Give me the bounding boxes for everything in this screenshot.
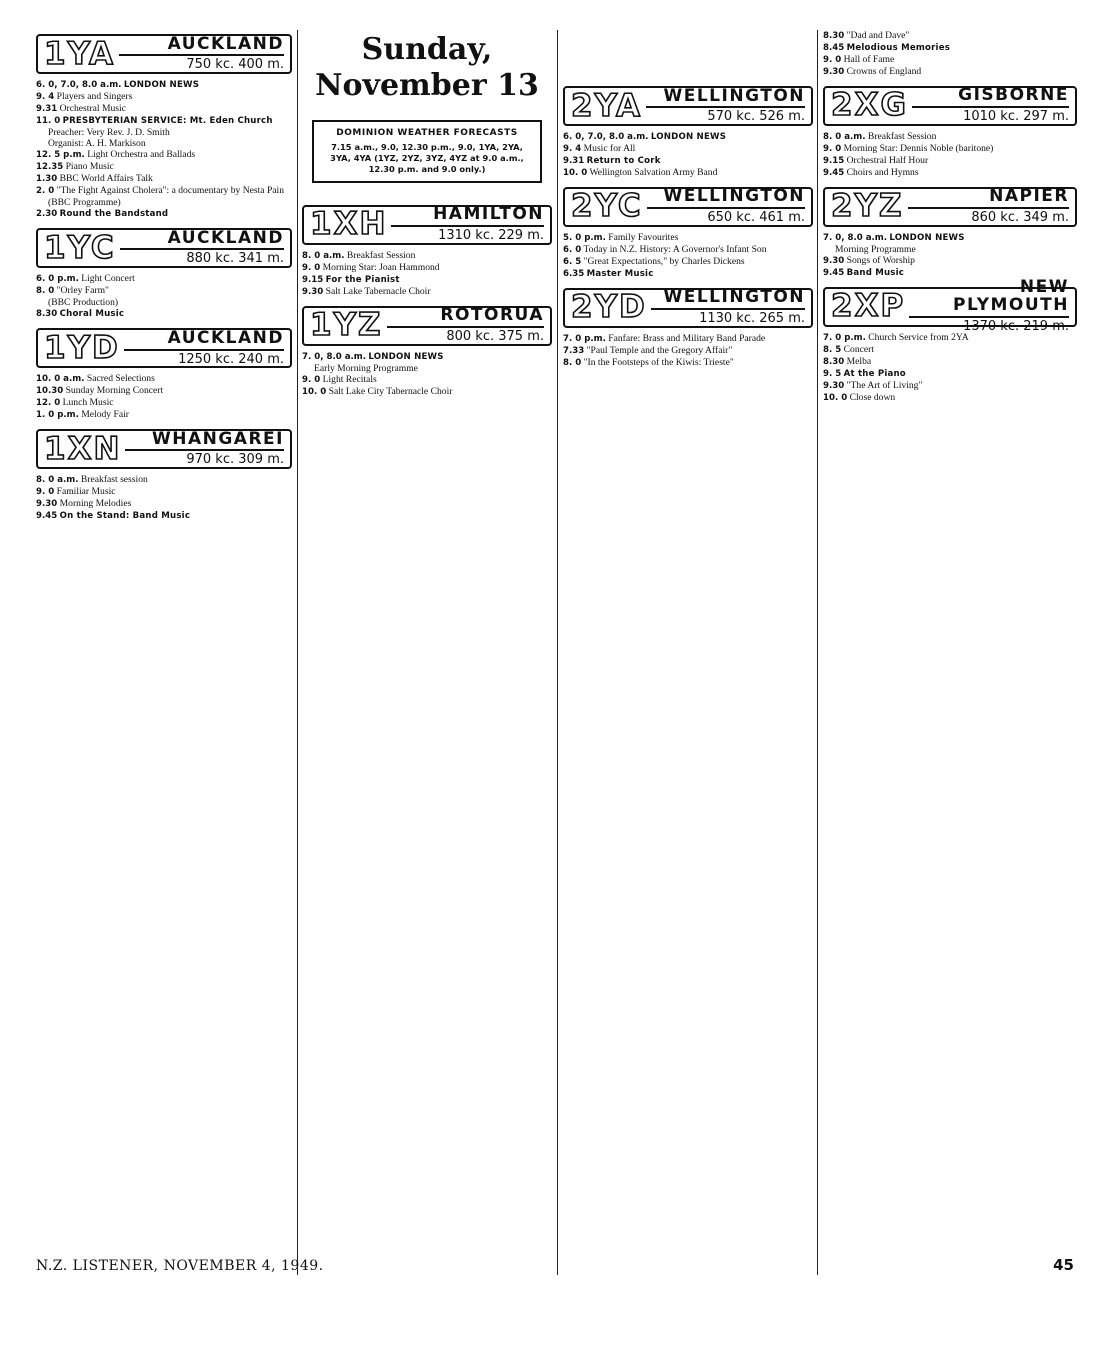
programme-text: "Dad and Dave"	[846, 30, 910, 41]
station-call-sign: 2XG	[831, 87, 908, 124]
programme-entry	[563, 333, 813, 345]
station-call-sign: 2YD	[571, 289, 647, 326]
programme-text: Orchestral Music	[59, 102, 126, 114]
programme-time: 9. 4	[36, 91, 55, 102]
programme-text: Organist: A. H. Markison	[48, 138, 146, 149]
station-name: NAPIER	[908, 188, 1070, 209]
programme-time: 9.31	[563, 155, 585, 166]
station-call-sign: 1YD	[44, 329, 120, 366]
programme-text: Songs of Worship	[846, 254, 915, 266]
programme-time: 6. 0, 7.0, 8.0 a.m.	[563, 132, 649, 142]
programme-entry	[36, 486, 292, 498]
column-4	[823, 30, 1077, 404]
programme-text: Band Music	[846, 267, 905, 278]
column-3	[563, 30, 813, 369]
programme-time: 1. 0 p.m.	[36, 410, 79, 421]
programme-list-2yz	[823, 232, 1077, 279]
programme-time: 10. 0	[823, 392, 848, 403]
programme-entry	[823, 344, 1077, 356]
programme-time: 9.45	[823, 267, 845, 278]
programme-text: On the Stand: Band Music	[59, 510, 191, 521]
programme-entry	[302, 386, 552, 398]
station-call-sign: 1XN	[44, 430, 122, 467]
programme-entry	[823, 155, 1077, 167]
programme-entry	[36, 498, 292, 510]
programme-entry	[36, 474, 292, 486]
station-call-sign: 2XP	[831, 288, 906, 325]
programme-text: Preacher: Very Rev. J. D. Smith	[48, 126, 170, 138]
programme-text: "Paul Temple and the Gregory Affair"	[586, 344, 733, 356]
station-call-sign: 1XH	[310, 206, 388, 243]
station-frequency: 970 kc. 309 m.	[186, 452, 284, 468]
programme-time: 9.15	[823, 155, 845, 166]
programme-time: 2.30	[36, 209, 58, 220]
programme-list-2xp	[823, 332, 1077, 404]
programme-list-2xg	[823, 131, 1077, 179]
station-name: WELLINGTON	[647, 188, 805, 209]
programme-entry	[36, 197, 292, 208]
programme-time: 8. 0	[563, 357, 582, 368]
programme-entry	[823, 368, 1077, 380]
programme-text: "In the Footsteps of the Kiwis: Trieste"	[583, 356, 734, 368]
programme-time: 8.30	[823, 31, 845, 41]
programme-entry	[36, 308, 292, 320]
programme-time: 10. 0	[563, 167, 588, 178]
programme-text: Return to Cork	[586, 155, 661, 166]
programme-list-continued	[823, 30, 1077, 78]
station-frequency: 570 kc. 526 m.	[707, 109, 805, 125]
programme-time: 6. 0 p.m.	[36, 274, 79, 285]
programme-entry	[823, 356, 1077, 368]
programme-entry	[36, 409, 292, 421]
programme-text: Sunday Morning Concert	[65, 385, 164, 397]
programme-text: Breakfast Session	[867, 130, 937, 142]
station-name: AUCKLAND	[124, 330, 284, 351]
programme-text: Light Concert	[81, 273, 135, 285]
programme-time: 9.31	[36, 103, 58, 114]
programme-time: 6.35	[563, 268, 585, 279]
programme-text: Light Orchestra and Ballads	[87, 149, 196, 161]
programme-list-1xh	[302, 250, 552, 298]
programme-time: 9. 5	[823, 368, 842, 379]
programme-time: 9.45	[36, 510, 58, 521]
programme-entry	[302, 286, 552, 298]
programme-text: For the Pianist	[325, 274, 400, 285]
programme-entry	[563, 167, 813, 179]
programme-entry	[823, 30, 1077, 42]
programme-text: Fanfare: Brass and Military Band Parade	[608, 332, 766, 344]
programme-text: Family Favourites	[608, 231, 679, 243]
station-header-2yd	[563, 288, 813, 328]
programme-text: Master Music	[586, 268, 654, 279]
station-name: AUCKLAND	[119, 36, 284, 57]
programme-text: Morning Melodies	[59, 497, 132, 509]
programme-entry	[302, 351, 552, 363]
programme-entry	[36, 185, 292, 197]
programme-text: "The Art of Living"	[846, 379, 923, 391]
programme-text: LONDON NEWS	[650, 132, 727, 142]
programme-time: 10. 0	[302, 386, 327, 397]
programme-entry	[302, 363, 552, 374]
programme-list-1yz	[302, 351, 552, 398]
programme-entry	[302, 274, 552, 286]
programme-time: 9.30	[36, 498, 58, 509]
programme-time: 9. 0	[823, 143, 842, 154]
programme-text: Morning Star: Joan Hammond	[322, 261, 440, 273]
programme-time: 1.30	[36, 174, 58, 185]
programme-text: Hall of Fame	[843, 53, 895, 65]
programme-time: 2. 0	[36, 186, 55, 197]
station-frequency: 1130 kc. 265 m.	[699, 311, 805, 327]
station-frequency: 1310 kc. 229 m.	[438, 228, 544, 244]
programme-entry	[302, 374, 552, 386]
programme-time: 8. 0	[36, 286, 55, 297]
programme-entry	[563, 256, 813, 268]
programme-time: 9.30	[823, 380, 845, 391]
programme-time: 8.30	[36, 309, 58, 320]
programme-entry	[36, 397, 292, 409]
programme-time: 6. 5	[563, 256, 582, 267]
station-frequency: 800 kc. 375 m.	[446, 329, 544, 345]
programme-text: Melody Fair	[81, 409, 129, 421]
programme-time: 8. 0 a.m.	[302, 250, 345, 261]
column-1	[36, 30, 292, 522]
programme-time: 8. 0 a.m.	[36, 475, 79, 485]
programme-text: Crowns of England	[846, 65, 922, 77]
station-call-sign: 2YA	[571, 87, 643, 124]
programme-text: Round the Bandstand	[59, 209, 169, 220]
weather-heading: DOMINION WEATHER FORECASTS	[336, 128, 518, 138]
station-name: WELLINGTON	[646, 88, 805, 109]
programme-text: LONDON NEWS	[889, 232, 965, 243]
programme-time: 9.30	[823, 66, 845, 77]
programme-entry	[563, 345, 813, 357]
column-rule	[297, 30, 298, 1275]
programme-entry	[36, 138, 292, 149]
programme-time: 10.30	[36, 386, 64, 397]
programme-entry	[823, 255, 1077, 267]
programme-time: 9.30	[823, 255, 845, 266]
programme-time: 10. 0 a.m.	[36, 374, 85, 385]
station-header-2xp	[823, 277, 1077, 335]
programme-text: Church Service from 2YA	[868, 331, 969, 343]
programme-text: At the Piano	[843, 368, 906, 379]
programme-time: 9. 0	[302, 262, 321, 273]
programme-time: 7. 0 p.m.	[563, 333, 606, 344]
station-name: HAMILTON	[391, 206, 544, 227]
programme-entry	[563, 131, 813, 143]
station-name: WHANGAREI	[125, 431, 284, 452]
footer-publication: N.Z. LISTENER, NOVEMBER 4, 1949.	[36, 1258, 324, 1274]
programme-time: 8. 5	[823, 344, 842, 355]
programme-time: 7.33	[563, 345, 585, 356]
station-frequency: 1370 kc. 219 m.	[963, 319, 1069, 335]
programme-entry	[823, 131, 1077, 143]
station-header-1xh	[302, 205, 552, 245]
station-frequency: 880 kc. 341 m.	[186, 251, 284, 267]
programme-entry	[823, 42, 1077, 54]
programme-text: Salt Lake City Tabernacle Choir	[328, 385, 453, 397]
programme-text: BBC World Affairs Talk	[59, 173, 153, 185]
programme-time: 9.15	[302, 274, 324, 285]
programme-text: Morning Programme	[835, 243, 916, 255]
programme-list-1yd	[36, 373, 292, 421]
programme-entry	[563, 268, 813, 280]
station-frequency: 1010 kc. 297 m.	[963, 109, 1069, 125]
programme-time: 12. 0	[36, 398, 61, 409]
programme-entry	[36, 173, 292, 185]
programme-time: 8.45	[823, 42, 845, 53]
programme-text: Choral Music	[59, 309, 125, 320]
programme-text: Today in N.Z. History: A Governor's Infant Son	[583, 243, 767, 255]
station-header-2yz	[823, 187, 1077, 227]
programme-list-2yc	[563, 232, 813, 280]
programme-text: Piano Music	[65, 161, 114, 173]
programme-entry	[36, 285, 292, 297]
programme-entry	[563, 143, 813, 155]
programme-text: "Orley Farm"	[56, 285, 109, 297]
column-rule	[817, 30, 818, 1275]
station-header-1yd	[36, 328, 292, 368]
programme-entry	[302, 250, 552, 262]
programme-entry	[36, 373, 292, 385]
programme-text: Melba	[846, 355, 872, 367]
station-call-sign: 2YZ	[831, 188, 904, 225]
programme-time: 9. 0	[302, 374, 321, 385]
programme-time: 9.30	[302, 286, 324, 297]
programme-text: Breakfast session	[80, 474, 148, 485]
programme-entry	[36, 273, 292, 285]
programme-time: 5. 0 p.m.	[563, 232, 606, 243]
programme-text: Concert	[843, 343, 874, 355]
programme-text: Music for All	[583, 142, 636, 154]
programme-time: 9. 4	[563, 143, 582, 154]
programme-entry	[36, 127, 292, 138]
programme-time: 7. 0 p.m.	[823, 332, 866, 343]
programme-time: 11. 0	[36, 115, 61, 126]
programme-text: Breakfast Session	[346, 249, 416, 261]
programme-entry	[823, 54, 1077, 66]
programme-text: Choirs and Hymns	[846, 166, 919, 178]
programme-entry	[823, 244, 1077, 255]
programme-entry	[823, 380, 1077, 392]
station-frequency: 750 kc. 400 m.	[186, 57, 284, 73]
programme-entry	[36, 208, 292, 220]
station-name: NEW PLYMOUTH	[909, 279, 1069, 318]
programme-time: 8.30	[823, 356, 845, 367]
programme-entry	[823, 143, 1077, 155]
station-call-sign: 1YC	[44, 229, 116, 266]
programme-entry	[36, 297, 292, 308]
programme-text: Lunch Music	[62, 397, 114, 409]
programme-text: Melodious Memories	[846, 42, 951, 53]
programme-entry	[563, 155, 813, 167]
programme-text: Familiar Music	[56, 485, 116, 497]
programme-time: 12. 5 p.m.	[36, 150, 85, 161]
programme-entry	[563, 357, 813, 369]
programme-time: 7. 0, 8.0 a.m.	[302, 351, 366, 362]
station-name: GISBORNE	[912, 87, 1069, 108]
page-title: Sunday, November 13	[315, 32, 539, 103]
programme-list-2yd	[563, 333, 813, 369]
station-header-2yc	[563, 187, 813, 227]
programme-entry	[823, 392, 1077, 404]
programme-entry	[36, 103, 292, 115]
station-call-sign: 2YC	[571, 188, 643, 225]
programme-text: Sacred Selections	[86, 373, 155, 385]
station-header-1xn	[36, 429, 292, 469]
station-name: AUCKLAND	[120, 230, 284, 251]
station-frequency: 1250 kc. 240 m.	[178, 351, 284, 367]
page-number: 45	[1053, 1256, 1074, 1274]
programme-text: LONDON NEWS	[368, 351, 444, 362]
station-name: WELLINGTON	[651, 289, 805, 310]
programme-text: Players and Singers	[56, 90, 133, 102]
programme-text: Salt Lake Tabernacle Choir	[325, 285, 431, 297]
programme-text: "The Fight Against Cholera": a documentary by Nesta Pain	[56, 185, 285, 197]
programme-time: 6. 0	[563, 244, 582, 255]
programme-text: Orchestral Half Hour	[846, 154, 929, 166]
weather-forecast-box	[312, 120, 542, 183]
programme-entry	[823, 66, 1077, 78]
programme-text: Light Recitals	[322, 373, 377, 385]
station-header-1yz	[302, 306, 552, 346]
programme-time: 9.45	[823, 167, 845, 178]
programme-text: (BBC Programme)	[48, 197, 121, 208]
programme-text: Close down	[849, 391, 896, 403]
programme-list-1ya	[36, 79, 292, 220]
programme-text: (BBC Production)	[48, 297, 119, 309]
station-call-sign: 1YZ	[310, 307, 383, 344]
station-header-1ya	[36, 34, 292, 74]
programme-time: 12.35	[36, 162, 64, 173]
programme-entry	[563, 232, 813, 244]
programme-text: "Great Expectations," by Charles Dickens	[583, 255, 745, 267]
column-rule	[557, 30, 558, 1275]
station-call-sign: 1YA	[44, 35, 116, 72]
programme-list-1xn	[36, 474, 292, 522]
programme-entry	[36, 510, 292, 522]
programme-text: PRESBYTERIAN SERVICE: Mt. Eden Church	[62, 115, 273, 126]
weather-times: 7.15 a.m., 9.0, 12.30 p.m., 9.0, 1YA, 2YA, 3YA, 4YA (1YZ, 2YZ, 3YZ, 4YZ at 9.0 a.m., 12.30 p.m. and 9.0 only.)	[330, 142, 524, 174]
station-header-1yc	[36, 228, 292, 268]
station-header-2xg	[823, 86, 1077, 126]
programme-entry	[36, 385, 292, 397]
programme-list-1yc	[36, 273, 292, 320]
programme-entry	[563, 244, 813, 256]
column-2	[302, 30, 552, 398]
station-header-2ya	[563, 86, 813, 126]
programme-time: 9. 0	[36, 486, 55, 497]
programme-time: 9. 0	[823, 54, 842, 65]
programme-text: Early Morning Programme	[314, 362, 418, 374]
programme-entry	[36, 91, 292, 103]
programme-text: LONDON NEWS	[123, 80, 200, 90]
programme-text: Morning Star: Dennis Noble (baritone)	[843, 142, 994, 154]
programme-time: 7. 0, 8.0 a.m.	[823, 232, 887, 243]
programme-entry	[36, 79, 292, 91]
station-frequency: 650 kc. 461 m.	[707, 210, 805, 226]
programme-entry	[36, 149, 292, 161]
programme-time: 8. 0 a.m.	[823, 131, 866, 142]
programme-entry	[823, 167, 1077, 179]
station-name: ROTORUA	[387, 307, 545, 328]
station-frequency: 860 kc. 349 m.	[971, 210, 1069, 226]
programme-entry	[302, 262, 552, 274]
programme-entry	[36, 161, 292, 173]
programme-entry	[36, 115, 292, 127]
programme-time: 6. 0, 7.0, 8.0 a.m.	[36, 80, 122, 90]
programme-text: Wellington Salvation Army Band	[589, 166, 718, 178]
programme-entry	[823, 232, 1077, 244]
programme-list-2ya	[563, 131, 813, 179]
